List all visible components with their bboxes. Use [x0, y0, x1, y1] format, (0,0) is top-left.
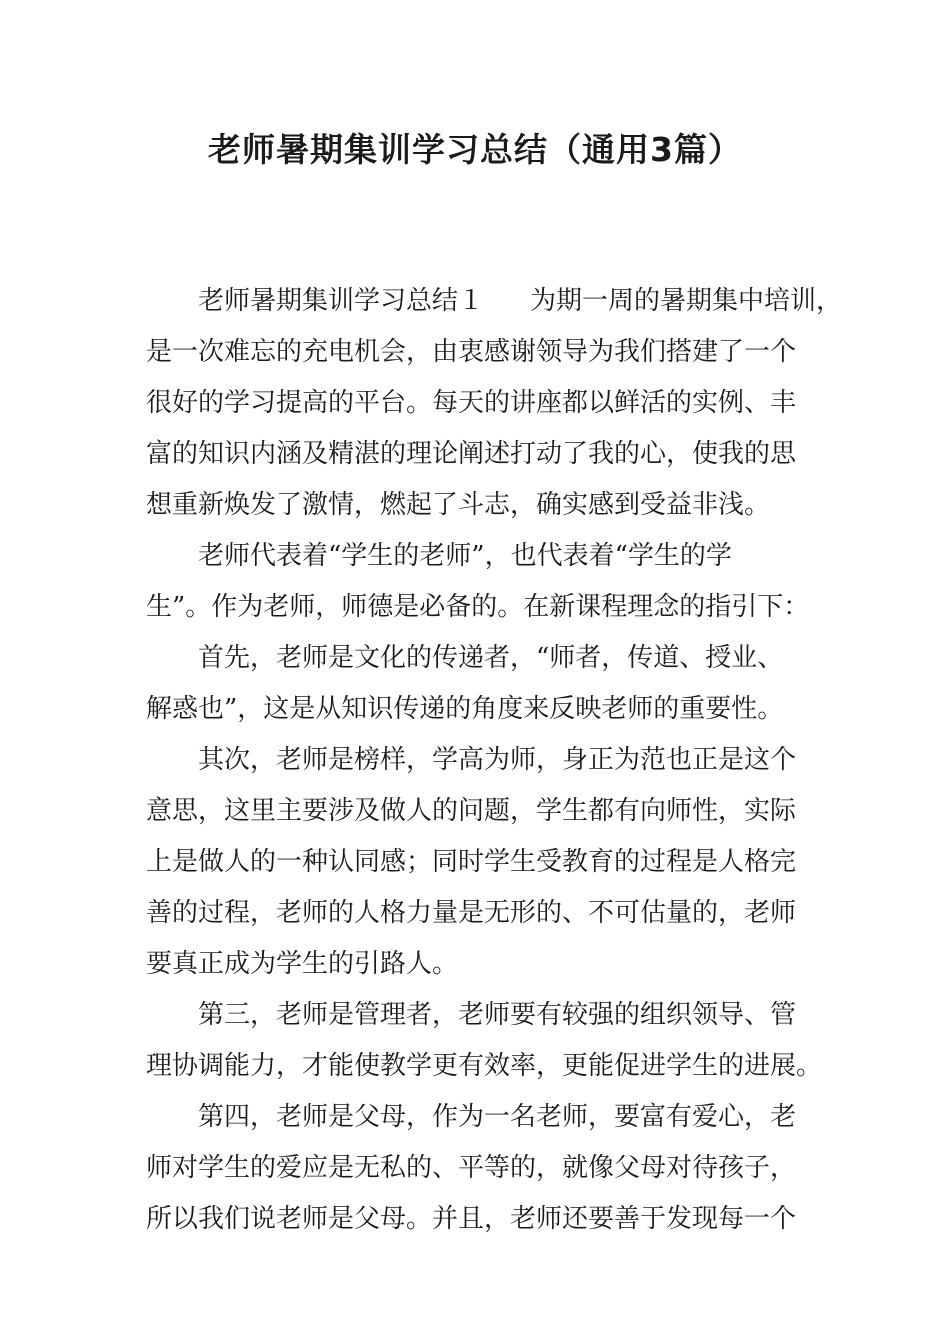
paragraph-6	[146, 1092, 836, 1245]
paragraph-line: 要真正成为学生的引路人。	[146, 949, 459, 979]
paragraph-3	[146, 633, 836, 735]
paragraph-line: 上是做人的一种认同感；同时学生受教育的过程是人格完	[146, 847, 797, 877]
paragraph-line: 生”。作为老师，师德是必备的。在新课程理念的指引下：	[146, 592, 810, 622]
document-body	[146, 276, 843, 1245]
paragraph-5	[146, 990, 836, 1092]
paragraph-line: 是一次难忘的充电机会，由衷感谢领导为我们搭建了一个	[146, 337, 797, 367]
paragraph-line: 理协调能力，才能使教学更有效率，更能促进学生的进展。	[146, 1051, 823, 1081]
paragraph-line: 意思，这里主要涉及做人的问题，学生都有向师性，实际	[146, 796, 797, 826]
paragraph-line: 第三，老师是管理者，老师要有较强的组织领导、管	[198, 1000, 797, 1030]
paragraph-4	[146, 735, 836, 990]
paragraph-line: 第四，老师是父母，作为一名老师，要富有爱心，老	[198, 1102, 797, 1132]
paragraph-line: 其次，老师是榜样，学高为师，身正为范也正是这个	[198, 745, 797, 775]
paragraph-line: 解惑也”，这是从知识传递的角度来反映老师的重要性。	[146, 694, 784, 724]
paragraph-1	[146, 276, 843, 531]
paragraph-line: 老师代表着“学生的老师”，也代表着“学生的学	[198, 541, 732, 571]
paragraph-2	[146, 531, 836, 633]
paragraph-line: 所以我们说老师是父母。并且，老师还要善于发现每一个	[146, 1204, 797, 1234]
paragraph-line: 首先，老师是文化的传递者，“师者，传道、授业、	[198, 643, 784, 673]
paragraph-line: 想重新焕发了激情，燃起了斗志，确实感到受益非浅。	[146, 490, 771, 520]
paragraph-line: 善的过程，老师的人格力量是无形的、不可估量的，老师	[146, 898, 797, 928]
document-title: 老师暑期集训学习总结（通用3篇）	[208, 130, 742, 169]
paragraph-line: 师对学生的爱应是无私的、平等的，就像父母对待孩子，	[146, 1153, 797, 1183]
section-heading: 老师暑期集训学习总结１	[198, 286, 485, 316]
paragraph-line: 富的知识内涵及精湛的理论阐述打动了我的心，使我的思	[146, 439, 797, 469]
paragraph-line: 老师暑期集训学习总结１ 为期一周的暑期集中培训，	[198, 286, 843, 316]
paragraph-line: 很好的学习提高的平台。每天的讲座都以鲜活的实例、丰	[146, 388, 797, 418]
